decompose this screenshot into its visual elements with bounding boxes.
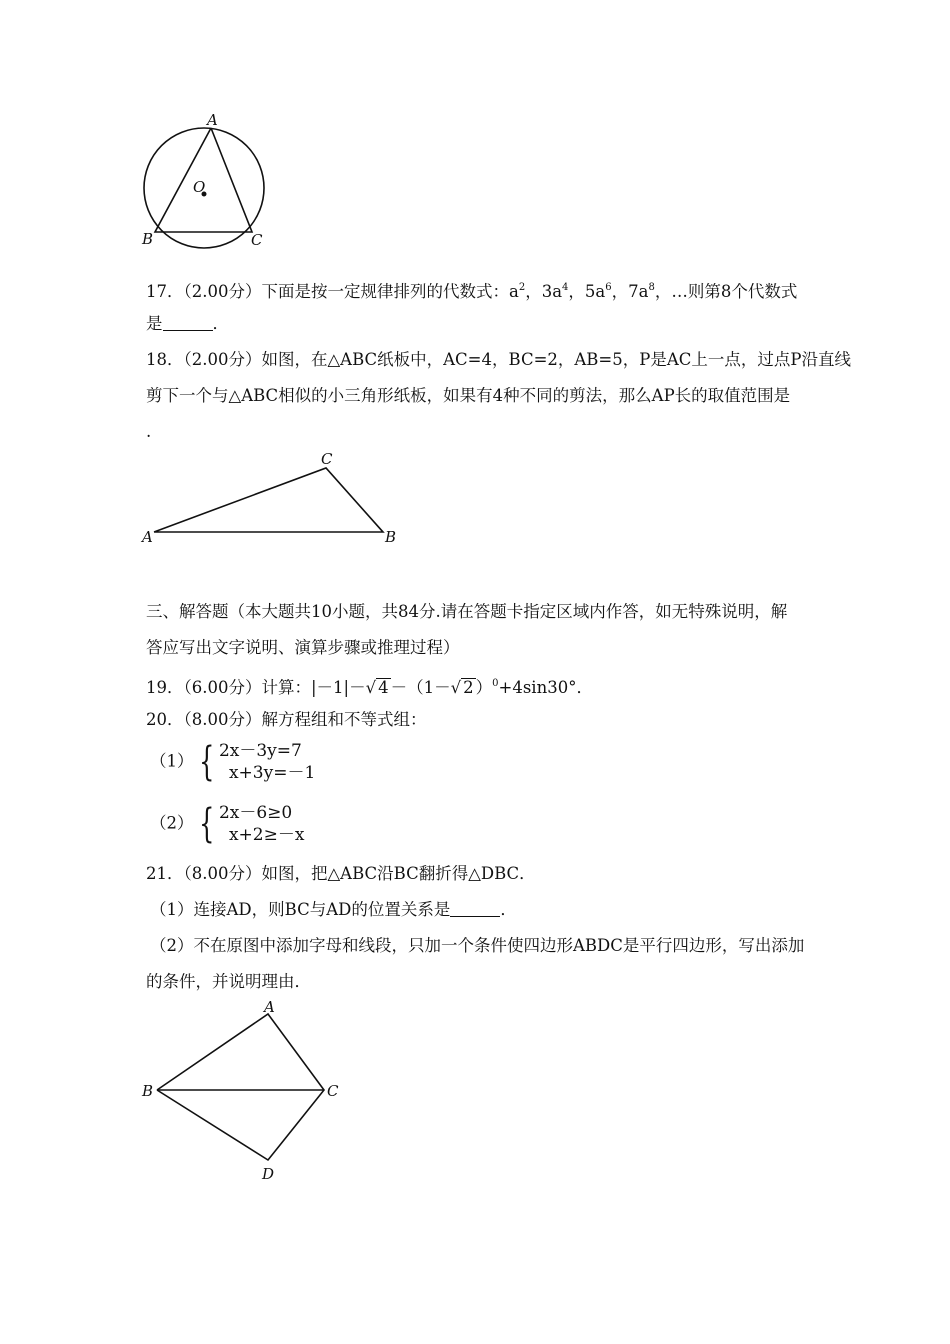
q19-line xyxy=(146,672,593,700)
label-a: A xyxy=(207,111,218,129)
circle-triangle-svg xyxy=(136,108,276,253)
q21-sub1-text: （1）连接AD，则BC与AD的位置关系是 xyxy=(150,900,451,919)
q17-exp2: 4 xyxy=(562,282,569,293)
q19-radicand1: 4 xyxy=(378,678,389,697)
q17-line1 xyxy=(146,276,797,304)
q19-tail: +4sin30°． xyxy=(498,678,593,697)
q17-line2-text: 是 xyxy=(146,314,163,333)
sqrt-symbol-2: √ xyxy=(450,678,462,697)
quadrilateral-svg xyxy=(138,998,358,1188)
section3-line1: 三、解答题（本大题共10小题，共84分.请在答题卡指定区域内作答，如无特殊说明，解 xyxy=(146,602,788,621)
q21-answer-blank[interactable] xyxy=(450,900,500,917)
q17-prefix: 17．（2.00分）下面是按一定规律排列的代数式：a xyxy=(146,282,519,301)
q20-part1 xyxy=(150,740,315,784)
section3-line2: 答应写出文字说明、演算步骤或推理过程） xyxy=(146,638,460,657)
q20-p1-system xyxy=(219,740,315,784)
q21-sub1-end: ． xyxy=(500,900,517,919)
q17-line2 xyxy=(146,312,229,336)
q17-exp3: 6 xyxy=(605,282,612,293)
sqrt-symbol-1: √ xyxy=(365,678,377,697)
q20-p2-eq1: 2x－6≥0 xyxy=(218,803,293,823)
q21-sub2-line2: 的条件，并说明理由． xyxy=(146,972,311,991)
left-brace-icon: { xyxy=(198,739,214,785)
q17-term4: ，7a xyxy=(611,282,649,301)
triangle-abc xyxy=(154,468,383,532)
q17-term2: ，3a xyxy=(525,282,563,301)
q17-line2-end: ． xyxy=(212,314,229,333)
q19-close-paren: ） xyxy=(475,678,493,697)
tri-label-c: C xyxy=(321,450,333,468)
q19-prefix: 19．（6.00分）计算：|－1|－ xyxy=(146,678,366,697)
label-c: C xyxy=(251,231,263,249)
q17-exp1: 2 xyxy=(518,282,526,293)
label-o: O xyxy=(193,178,206,196)
quad-label-b: B xyxy=(142,1082,154,1100)
q17-term3: ，5a xyxy=(568,282,606,301)
tri-label-a: A xyxy=(142,528,153,546)
quad-abdc xyxy=(157,1014,324,1160)
q21-sub2-line1: （2）不在原图中添加字母和线段，只加一个条件使四边形ABDC是平行四边形，写出添加 xyxy=(150,936,805,955)
q20-p1-eq2: x+3y=－1 xyxy=(228,763,316,783)
q19-exponent: 0 xyxy=(492,678,499,689)
q20-p2-system xyxy=(219,802,304,846)
q17-answer-blank[interactable] xyxy=(163,314,213,331)
q20-p1-eq1: 2x－3y=7 xyxy=(218,741,302,761)
quad-label-a: A xyxy=(264,998,275,1016)
q18-line1: 18．（2.00分）如图，在△ABC纸板中，AC=4，BC=2，AB=5，P是AC上一点，过点P沿直线 xyxy=(146,350,851,369)
q21-sub1 xyxy=(150,898,517,922)
q17-exp4: 8 xyxy=(648,282,655,293)
triangle-svg xyxy=(140,450,410,550)
q20-p2-label: （2） xyxy=(150,813,194,833)
q20-p2-eq2: x+2≥－x xyxy=(228,825,305,845)
q17-tail: ，…则第8个代数式 xyxy=(654,282,798,301)
q20-p1-label: （1） xyxy=(150,751,194,771)
circle-triangle-figure xyxy=(136,108,276,253)
quad-label-d: D xyxy=(262,1165,275,1183)
left-brace-icon: { xyxy=(198,801,214,847)
q20-title: 20．（8.00分）解方程组和不等式组： xyxy=(146,710,427,729)
quadrilateral-figure xyxy=(138,998,358,1188)
triangle-figure xyxy=(140,450,410,550)
q20-part2 xyxy=(150,802,304,846)
quad-label-c: C xyxy=(327,1082,339,1100)
q18-line2: 剪下一个与△ABC相似的小三角形纸板，如果有4种不同的剪法，那么AP长的取值范围是 xyxy=(146,386,791,405)
tri-label-b: B xyxy=(385,528,397,546)
q19-mid: －（1－ xyxy=(390,678,451,697)
label-b: B xyxy=(142,230,154,248)
q21-title: 21．（8.00分）如图，把△ABC沿BC翻折得△DBC． xyxy=(146,864,536,883)
q18-line3: . xyxy=(146,422,152,441)
q19-radicand2: 2 xyxy=(463,678,474,697)
